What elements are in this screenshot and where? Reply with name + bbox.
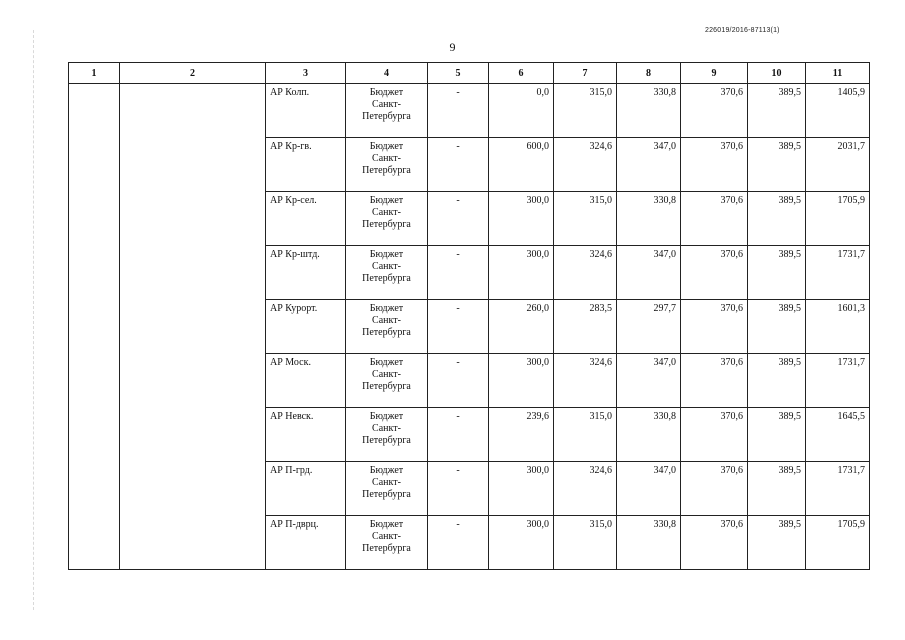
- funding-source-line: Санкт-: [372, 261, 401, 272]
- scan-margin-line: [33, 30, 34, 610]
- value-cell-c7: 315,0: [554, 516, 617, 570]
- value-cell-c9: 370,6: [681, 84, 748, 138]
- value-cell-c8: 347,0: [617, 138, 681, 192]
- value-cell-c10: 389,5: [748, 354, 806, 408]
- value-cell-c10: 389,5: [748, 462, 806, 516]
- page-number: 9: [449, 40, 456, 54]
- district-name-cell: АР П-грд.: [266, 462, 346, 516]
- column-header: 4: [346, 63, 428, 84]
- value-cell-c11: 1405,9: [806, 84, 870, 138]
- funding-source-line: Петербурга: [362, 489, 411, 500]
- col5-cell: -: [428, 300, 489, 354]
- header-row: [69, 63, 870, 84]
- value-cell-c7: 324,6: [554, 246, 617, 300]
- document-id: 226019/2016-87113(1): [705, 27, 780, 34]
- value-cell-c8: 347,0: [617, 354, 681, 408]
- column-header: 5: [428, 63, 489, 84]
- col5-cell: -: [428, 84, 489, 138]
- funding-source-line: Бюджет: [369, 141, 404, 152]
- value-cell-c7: 324,6: [554, 354, 617, 408]
- value-cell-c9: 370,6: [681, 192, 748, 246]
- value-cell-c10: 389,5: [748, 84, 806, 138]
- funding-source-line: Санкт-: [372, 315, 401, 326]
- value-cell-c7: 324,6: [554, 138, 617, 192]
- funding-source-line: Санкт-: [372, 477, 401, 488]
- funding-source-cell: [346, 84, 428, 138]
- column-header: 7: [554, 63, 617, 84]
- value-cell-c6: 239,6: [489, 408, 554, 462]
- value-cell-c11: 1731,7: [806, 246, 870, 300]
- value-cell-c11: 1731,7: [806, 354, 870, 408]
- value-cell-c8: 347,0: [617, 462, 681, 516]
- col5-cell: -: [428, 354, 489, 408]
- funding-source-line: Петербурга: [362, 111, 411, 122]
- value-cell-c9: 370,6: [681, 516, 748, 570]
- value-cell-c11: 1705,9: [806, 516, 870, 570]
- funding-source-cell: [346, 516, 428, 570]
- value-cell-c6: 0,0: [489, 84, 554, 138]
- value-cell-c6: 300,0: [489, 246, 554, 300]
- funding-source-line: Санкт-: [372, 531, 401, 542]
- funding-source-cell: [346, 138, 428, 192]
- funding-source-line: Санкт-: [372, 369, 401, 380]
- district-name-cell: АР Кр-гв.: [266, 138, 346, 192]
- funding-source-line: Санкт-: [372, 153, 401, 164]
- district-name-cell: АР П-дврц.: [266, 516, 346, 570]
- table-row: [69, 84, 870, 138]
- value-cell-c9: 370,6: [681, 246, 748, 300]
- column-header: 6: [489, 63, 554, 84]
- funding-source-line: Бюджет: [369, 357, 404, 368]
- col5-cell: -: [428, 192, 489, 246]
- value-cell-c7: 315,0: [554, 192, 617, 246]
- col5-cell: -: [428, 408, 489, 462]
- funding-source-line: Санкт-: [372, 207, 401, 218]
- value-cell-c8: 297,7: [617, 300, 681, 354]
- funding-source-line: Петербурга: [362, 381, 411, 392]
- funding-source-cell: [346, 246, 428, 300]
- funding-source-line: Петербурга: [362, 273, 411, 284]
- value-cell-c7: 283,5: [554, 300, 617, 354]
- value-cell-c9: 370,6: [681, 354, 748, 408]
- budget-table: [68, 62, 870, 570]
- district-name-cell: АР Невск.: [266, 408, 346, 462]
- value-cell-c7: 324,6: [554, 462, 617, 516]
- funding-source-line: Санкт-: [372, 423, 401, 434]
- column-header: 8: [617, 63, 681, 84]
- funding-source-line: Петербурга: [362, 435, 411, 446]
- funding-source-line: Бюджет: [369, 249, 404, 260]
- value-cell-c6: 300,0: [489, 354, 554, 408]
- value-cell-c10: 389,5: [748, 138, 806, 192]
- funding-source-line: Петербурга: [362, 327, 411, 338]
- district-name-cell: АР Моск.: [266, 354, 346, 408]
- funding-source-line: Бюджет: [369, 87, 404, 98]
- col5-cell: -: [428, 516, 489, 570]
- value-cell-c9: 370,6: [681, 300, 748, 354]
- col5-cell: -: [428, 246, 489, 300]
- funding-source-cell: [346, 408, 428, 462]
- funding-source-cell: [346, 300, 428, 354]
- funding-source-line: Бюджет: [369, 303, 404, 314]
- funding-source-line: Бюджет: [369, 465, 404, 476]
- funding-source-line: Петербурга: [362, 219, 411, 230]
- value-cell-c11: 2031,7: [806, 138, 870, 192]
- column-header: 11: [806, 63, 870, 84]
- column-header: 10: [748, 63, 806, 84]
- value-cell-c11: 1601,3: [806, 300, 870, 354]
- value-cell-c10: 389,5: [748, 408, 806, 462]
- funding-source-line: Бюджет: [369, 195, 404, 206]
- value-cell-c11: 1731,7: [806, 462, 870, 516]
- value-cell-c9: 370,6: [681, 408, 748, 462]
- value-cell-c8: 330,8: [617, 192, 681, 246]
- funding-source-line: Петербурга: [362, 165, 411, 176]
- funding-source-line: Бюджет: [369, 519, 404, 530]
- value-cell-c6: 300,0: [489, 192, 554, 246]
- district-name-cell: АР Кр-сел.: [266, 192, 346, 246]
- column-header: 2: [120, 63, 266, 84]
- column-header: 9: [681, 63, 748, 84]
- value-cell-c6: 260,0: [489, 300, 554, 354]
- funding-source-line: Санкт-: [372, 99, 401, 110]
- value-cell-c10: 389,5: [748, 516, 806, 570]
- value-cell-c6: 600,0: [489, 138, 554, 192]
- value-cell-c11: 1645,5: [806, 408, 870, 462]
- value-cell-c7: 315,0: [554, 408, 617, 462]
- funding-source-line: Петербурга: [362, 543, 411, 554]
- funding-source-cell: [346, 462, 428, 516]
- funding-source-cell: [346, 354, 428, 408]
- value-cell-c7: 315,0: [554, 84, 617, 138]
- value-cell-c9: 370,6: [681, 138, 748, 192]
- district-name-cell: АР Кр-штд.: [266, 246, 346, 300]
- funding-source-line: Бюджет: [369, 411, 404, 422]
- value-cell-c8: 330,8: [617, 516, 681, 570]
- empty-cell-col2: [120, 84, 266, 570]
- funding-source-cell: [346, 192, 428, 246]
- value-cell-c6: 300,0: [489, 516, 554, 570]
- value-cell-c8: 347,0: [617, 246, 681, 300]
- value-cell-c10: 389,5: [748, 300, 806, 354]
- value-cell-c8: 330,8: [617, 84, 681, 138]
- value-cell-c10: 389,5: [748, 246, 806, 300]
- district-name-cell: АР Курорт.: [266, 300, 346, 354]
- value-cell-c6: 300,0: [489, 462, 554, 516]
- empty-cell-col1: [69, 84, 120, 570]
- district-name-cell: АР Колп.: [266, 84, 346, 138]
- value-cell-c9: 370,6: [681, 462, 748, 516]
- value-cell-c10: 389,5: [748, 192, 806, 246]
- column-header: 3: [266, 63, 346, 84]
- col5-cell: -: [428, 138, 489, 192]
- value-cell-c11: 1705,9: [806, 192, 870, 246]
- column-header: 1: [69, 63, 120, 84]
- value-cell-c8: 330,8: [617, 408, 681, 462]
- col5-cell: -: [428, 462, 489, 516]
